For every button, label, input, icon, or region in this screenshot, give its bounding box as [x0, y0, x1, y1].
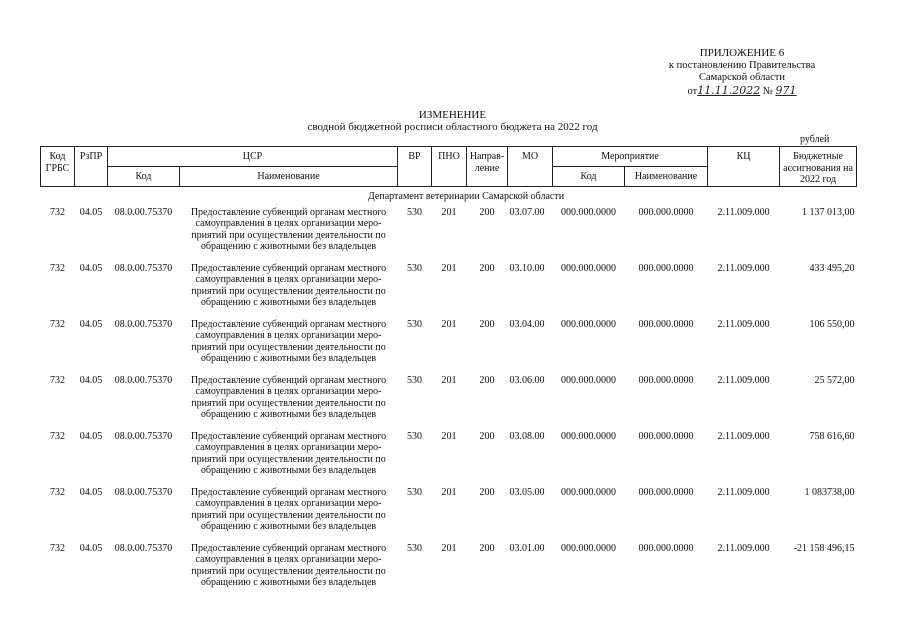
cell-csr-name: Предоставление субвенций органам местного самоуправления в целях организации меро-приятий при осуществлении деятельности по обращению с животными без владельцев — [190, 262, 387, 308]
cell-mo: 03.05.00 — [509, 486, 545, 498]
header-csr-name: Наименование — [180, 167, 398, 186]
cell-grbs: 732 — [50, 206, 65, 218]
handwritten-date: 11.11.2022 — [697, 83, 761, 97]
header-event-code: Код — [553, 167, 625, 186]
cell-mo: 03.06.00 — [509, 374, 545, 386]
number-prefix: № — [762, 85, 773, 97]
header-rzpr: РзПР — [75, 147, 108, 187]
document-title: ИЗМЕНЕНИЕ — [418, 109, 487, 121]
cell-vr: 530 — [407, 486, 423, 498]
cell-csr-name: Предоставление субвенций органам местного самоуправления в целях организации меро-приятий при осуществлении деятельности по обращению с животными без владельцев — [190, 374, 387, 420]
cell-csr-code: 08.0.00.75370 — [114, 206, 173, 218]
cell-amount: 106 550,00 — [809, 318, 855, 330]
table-row — [41, 431, 857, 487]
cell-event-name: 000.000.0000 — [638, 486, 694, 498]
cell-pno: 201 — [441, 542, 457, 554]
cell-rzpr: 04.05 — [79, 486, 103, 498]
cell-vr: 530 — [407, 262, 423, 274]
cell-csr-code: 08.0.00.75370 — [114, 430, 173, 442]
cell-amount: -21 158 496,15 — [793, 542, 855, 554]
budget-table — [40, 146, 857, 599]
department-row — [41, 186, 857, 207]
cell-rzpr: 04.05 — [79, 542, 103, 554]
header-allocations: Бюджетные ассигнования на 2022 год — [780, 147, 857, 187]
cell-direction: 200 — [479, 542, 495, 554]
cell-event-name: 000.000.0000 — [638, 206, 694, 218]
cell-pno: 201 — [441, 318, 457, 330]
cell-direction: 200 — [479, 430, 495, 442]
header-vr: ВР — [398, 147, 432, 187]
cell-grbs: 732 — [50, 430, 65, 442]
header-csr: ЦСР — [108, 147, 398, 167]
cell-event-name: 000.000.0000 — [638, 374, 694, 386]
cell-event-code: 000.000.0000 — [561, 542, 617, 554]
cell-kc: 2.11.009.000 — [717, 374, 770, 386]
header-event-name: Наименование — [625, 167, 708, 186]
cell-pno: 201 — [441, 486, 457, 498]
cell-event-code: 000.000.0000 — [561, 430, 617, 442]
cell-pno: 201 — [441, 374, 457, 386]
cell-csr-name: Предоставление субвенций органам местного самоуправления в целях организации меро-приятий при осуществлении деятельности по обращению с животными без владельцев — [190, 430, 387, 476]
cell-pno: 201 — [441, 206, 457, 218]
cell-amount: 25 572,00 — [814, 374, 855, 386]
cell-mo: 03.04.00 — [509, 318, 545, 330]
table-row — [41, 375, 857, 431]
cell-rzpr: 04.05 — [79, 318, 103, 330]
handwritten-number: 971 — [775, 83, 797, 97]
document-subtitle: сводной бюджетной росписи областного бюджета на 2022 год — [307, 121, 598, 133]
cell-vr: 530 — [407, 374, 423, 386]
cell-kc: 2.11.009.000 — [717, 430, 770, 442]
cell-grbs: 732 — [50, 542, 65, 554]
cell-vr: 530 — [407, 430, 423, 442]
cell-kc: 2.11.009.000 — [717, 486, 770, 498]
cell-event-code: 000.000.0000 — [561, 206, 617, 218]
cell-event-code: 000.000.0000 — [561, 262, 617, 274]
cell-csr-name: Предоставление субвенций органам местного самоуправления в целях организации меро-приятий при осуществлении деятельности по обращению с животными без владельцев — [190, 486, 387, 532]
cell-mo: 03.10.00 — [509, 262, 545, 274]
units-label: рублей — [800, 134, 830, 145]
appendix-title: ПРИЛОЖЕНИЕ 6 — [699, 47, 785, 59]
table-header-row — [41, 147, 857, 167]
cell-grbs: 732 — [50, 486, 65, 498]
header-pno: ПНО — [432, 147, 467, 187]
document-heading — [0, 109, 905, 133]
cell-rzpr: 04.05 — [79, 262, 103, 274]
cell-amount: 433 495,20 — [809, 262, 855, 274]
cell-rzpr: 04.05 — [79, 374, 103, 386]
cell-kc: 2.11.009.000 — [717, 318, 770, 330]
cell-amount: 1 137 013,00 — [802, 206, 855, 218]
cell-event-name: 000.000.0000 — [638, 318, 694, 330]
cell-event-name: 000.000.0000 — [638, 430, 694, 442]
cell-grbs: 732 — [50, 262, 65, 274]
cell-csr-code: 08.0.00.75370 — [114, 318, 173, 330]
cell-csr-name: Предоставление субвенций органам местного самоуправления в целях организации меро-приятий при осуществлении деятельности по обращению с животными без владельцев — [190, 318, 387, 364]
cell-direction: 200 — [479, 206, 495, 218]
cell-event-name: 000.000.0000 — [638, 262, 694, 274]
cell-direction: 200 — [479, 262, 495, 274]
cell-csr-code: 08.0.00.75370 — [114, 486, 173, 498]
header-grbs: Код ГРБС — [41, 147, 75, 187]
cell-event-code: 000.000.0000 — [561, 318, 617, 330]
table-row — [41, 543, 857, 599]
cell-direction: 200 — [479, 486, 495, 498]
cell-grbs: 732 — [50, 318, 65, 330]
table-row — [41, 319, 857, 375]
cell-event-name: 000.000.0000 — [638, 542, 694, 554]
appendix-resolution-line: к постановлению Правительства — [668, 59, 816, 71]
cell-csr-name: Предоставление субвенций органам местного самоуправления в целях организации меро-приятий при осуществлении деятельности по обращению с животными без владельцев — [190, 206, 387, 252]
cell-amount: 758 616,60 — [809, 430, 855, 442]
cell-mo: 03.07.00 — [509, 206, 545, 218]
table-row — [41, 487, 857, 543]
appendix-region-line: Самарской области — [699, 72, 785, 83]
cell-direction: 200 — [479, 374, 495, 386]
cell-csr-code: 08.0.00.75370 — [114, 374, 173, 386]
table-row — [41, 207, 857, 263]
cell-kc: 2.11.009.000 — [717, 262, 770, 274]
cell-csr-name: Предоставление субвенций органам местного самоуправления в целях организации меро-приятий при осуществлении деятельности по обращению с животными без владельцев — [190, 542, 387, 588]
cell-rzpr: 04.05 — [79, 430, 103, 442]
cell-vr: 530 — [407, 318, 423, 330]
cell-amount: 1 083738,00 — [804, 486, 855, 498]
cell-event-code: 000.000.0000 — [561, 486, 617, 498]
appendix-block — [647, 47, 837, 98]
cell-grbs: 732 — [50, 374, 65, 386]
cell-mo: 03.08.00 — [509, 430, 545, 442]
appendix-date-line — [647, 85, 837, 99]
header-direction: Направ-ление — [467, 147, 508, 187]
date-prefix: от — [687, 85, 698, 97]
cell-vr: 530 — [407, 542, 423, 554]
header-event: Мероприятие — [553, 147, 708, 167]
cell-pno: 201 — [441, 430, 457, 442]
table-row — [41, 263, 857, 319]
header-mo: МО — [508, 147, 553, 187]
cell-rzpr: 04.05 — [79, 206, 103, 218]
cell-direction: 200 — [479, 318, 495, 330]
department-name: Департамент ветеринарии Самарской области — [367, 190, 565, 202]
cell-kc: 2.11.009.000 — [717, 206, 770, 218]
cell-kc: 2.11.009.000 — [717, 542, 770, 554]
cell-event-code: 000.000.0000 — [561, 374, 617, 386]
cell-csr-code: 08.0.00.75370 — [114, 542, 173, 554]
cell-vr: 530 — [407, 206, 423, 218]
header-csr-code: Код — [108, 167, 180, 186]
cell-csr-code: 08.0.00.75370 — [114, 262, 173, 274]
header-kc: КЦ — [708, 147, 780, 187]
cell-pno: 201 — [441, 262, 457, 274]
cell-mo: 03.01.00 — [509, 542, 545, 554]
